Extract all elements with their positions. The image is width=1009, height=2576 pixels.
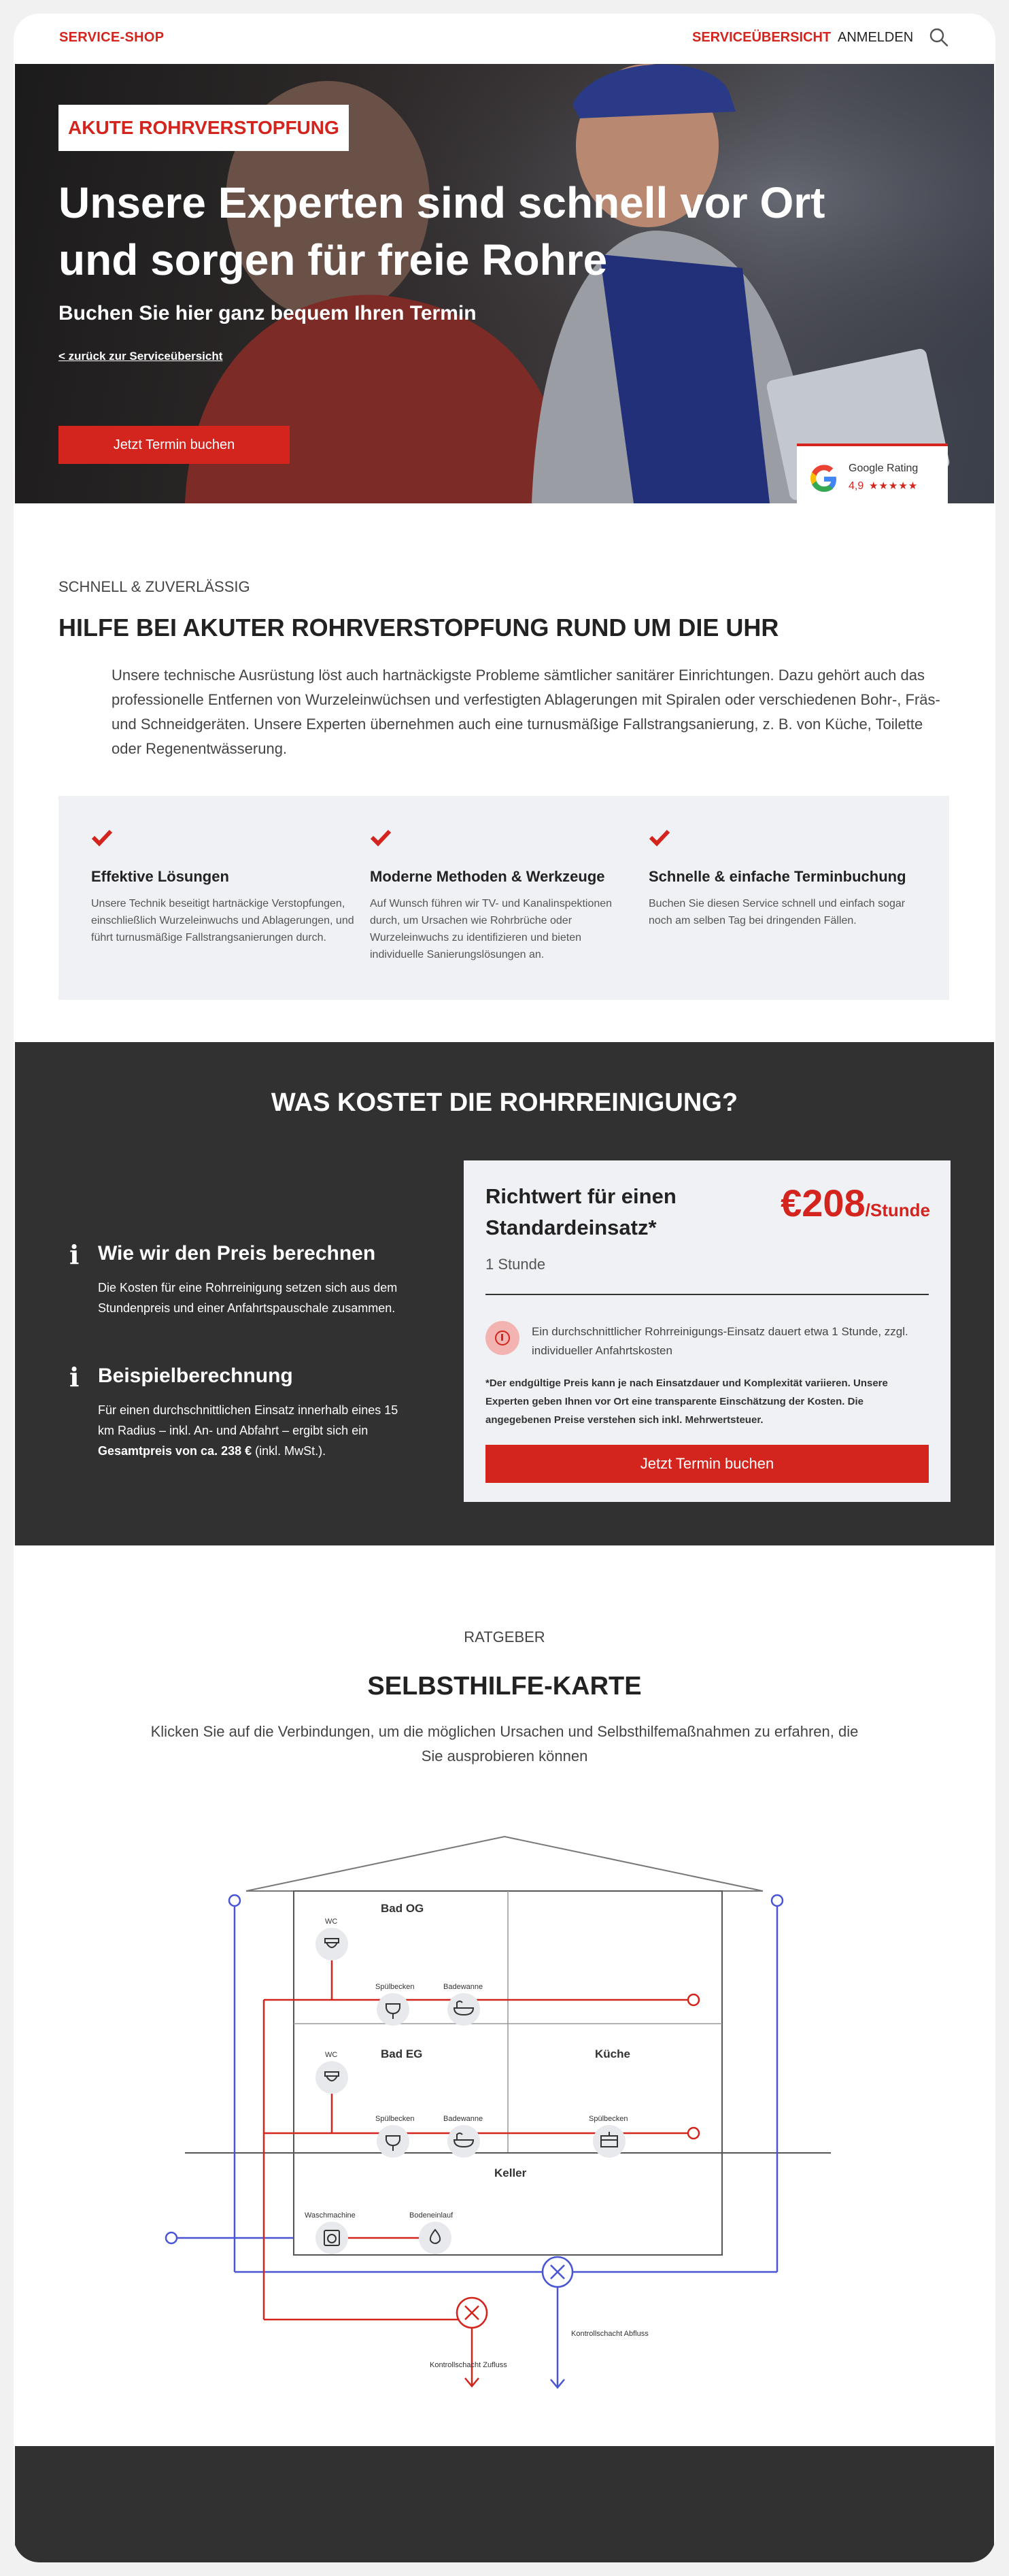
- alert-icon: [485, 1321, 519, 1355]
- logo[interactable]: SERVICE-SHOP: [59, 30, 165, 45]
- svg-text:Spülbecken: Spülbecken: [375, 2115, 415, 2123]
- price-duration: 1 Stunde: [485, 1256, 546, 1273]
- svg-text:Bodeneinlauf: Bodeneinlauf: [409, 2211, 454, 2220]
- feature-text: Auf Wunsch führen wir TV- und Kanalinspektionen durch, um Ursachen wie Rohrbrüche oder Wurzeleinwuchs zu identifizieren und bieten individuelle Sanierungslösungen an.: [370, 898, 613, 960]
- intro-text: Unsere technische Ausrüstung löst auch hartnäckigste Probleme sämtlicher sanitärer Einrichtungen. Dazu gehört auch das professionelle Entfernen von Wurzeleinwüchsen und verfestigten Ablagerungen mit Spiralen oder verschiedenen Bohr-, Fräs- und Schneidgeräten. Unsere Experten übernehmen auch eine turnusmäßige Fallstrangsanierung, z. B. von Küche, Toilette oder Regenentwässerung.: [112, 667, 940, 757]
- price-note: *Der endgültige Preis kann je nach Einsatzdauer und Komplexität variieren. Unsere Experten geben Ihnen vor Ort eine transparente Einschätzung der Kosten. Die angegebenen Preise verstehen sich inkl. Mehrwertsteuer.: [485, 1377, 888, 1426]
- site-header: [15, 14, 994, 64]
- info-text: Die Kosten für eine Rohrreinigung setzen sich aus dem Stundenpreis und einer Anfahrtspauschale zusammen.: [98, 1281, 398, 1315]
- rating-label: Google Rating: [849, 463, 919, 474]
- intro-eyebrow: SCHNELL & ZUVERLÄSSIG: [58, 578, 250, 595]
- pricing-section: [15, 1042, 994, 1545]
- feature-text: Buchen Sie diesen Service schnell und einfach sogar noch am selben Tag bei dringenden Fällen.: [649, 898, 906, 926]
- checkmark-icon: [370, 829, 392, 846]
- intro-title: HILFE BEI AKUTER ROHRVERSTOPFUNG RUND UM DIE UHR: [58, 614, 779, 641]
- svg-text:WC: WC: [325, 2051, 338, 2059]
- price-alert-text: Ein durchschnittlicher Rohrreinigungs-Einsatz dauert etwa 1 Stunde, zzgl. individueller Anfahrtskosten: [532, 1325, 908, 1357]
- divider: [485, 1294, 929, 1295]
- checkmark-icon: [91, 829, 113, 846]
- feature-title: Effektive Lösungen: [91, 868, 229, 885]
- fixture-tub-eg[interactable]: [443, 2115, 483, 2158]
- feature-title: Moderne Methoden & Werkzeuge: [370, 868, 605, 885]
- svg-text:Badewanne: Badewanne: [443, 2115, 483, 2123]
- pipe-end-node[interactable]: [229, 1895, 240, 1906]
- fixture-wc-eg[interactable]: [315, 2051, 348, 2094]
- price-card: [464, 1160, 951, 1502]
- nav-login-link[interactable]: ANMELDEN: [838, 30, 914, 45]
- hero-title: Unsere Experten sind schnell vor Ort und sorgen für freie Rohre: [58, 178, 825, 284]
- google-icon: [809, 464, 839, 494]
- info-icon: i: [69, 1239, 80, 1270]
- fixture-sink-kitchen[interactable]: [589, 2115, 628, 2158]
- guide-title: SELBSTHILFE-KARTE: [367, 1672, 642, 1701]
- price-card-title: Richtwert für einen Standardeinsatz*: [485, 1184, 677, 1239]
- hero-badge: [58, 105, 349, 151]
- house-roof: [246, 1837, 763, 1891]
- svg-text:Badewanne: Badewanne: [443, 1983, 483, 1991]
- pricing-title: WAS KOSTET DIE ROHRREINIGUNG?: [271, 1088, 738, 1117]
- pipe-end-node[interactable]: [166, 2232, 177, 2243]
- fixture-sink-og[interactable]: [375, 1983, 415, 2026]
- footer: [15, 2446, 994, 2562]
- shaft-label: Kontrollschacht Abfluss: [571, 2330, 649, 2338]
- hero-badge-text: AKUTE ROHRVERSTOPFUNG: [68, 117, 339, 138]
- pipe-end-node[interactable]: [688, 1994, 699, 2005]
- svg-text:Spülbecken: Spülbecken: [589, 2115, 628, 2123]
- rating-value: 4,9: [849, 480, 864, 492]
- fixture-sink-eg[interactable]: [375, 2115, 415, 2158]
- self-help-diagram: [15, 1816, 994, 2428]
- svg-text:WC: WC: [325, 1918, 338, 1926]
- checkmark-icon: [649, 829, 670, 846]
- room-label: Küche: [595, 2047, 630, 2060]
- room-label: Bad EG: [381, 2047, 423, 2060]
- pipe-end-node[interactable]: [688, 2128, 699, 2139]
- feature-title: Schnelle & einfache Terminbuchung: [649, 868, 906, 885]
- price-book-button[interactable]: Jetzt Termin buchen: [485, 1445, 929, 1483]
- info-text: Für einen durchschnittlichen Einsatz innerhalb eines 15 km Radius – inkl. An- und Abfahrt – ergibt sich ein Gesamtpreis von ca. 238 € (inkl. MwSt.).: [98, 1403, 398, 1458]
- fixture-tub-og[interactable]: [443, 1983, 483, 2026]
- back-to-overview-link[interactable]: < zurück zur Serviceübersicht: [58, 350, 223, 363]
- fixture-floor-drain[interactable]: [409, 2211, 454, 2254]
- price-amount: €208/Stunde: [781, 1182, 930, 1224]
- search-icon[interactable]: [929, 27, 949, 48]
- hero-banner: [15, 64, 994, 503]
- rating-stars: ★★★★★: [869, 480, 919, 492]
- hero-subtitle: Buchen Sie hier ganz bequem Ihren Termin: [58, 302, 477, 324]
- room-label: Keller: [494, 2167, 527, 2179]
- guide-text: Klicken Sie auf die Verbindungen, um die möglichen Ursachen und Selbsthilfemaßnahmen zu erfahren, die Sie ausprobieren können: [150, 1723, 859, 1764]
- hero-book-button[interactable]: Jetzt Termin buchen: [58, 426, 290, 464]
- svg-text:Waschmachine: Waschmachine: [305, 2211, 356, 2220]
- google-rating-widget[interactable]: [797, 444, 948, 503]
- nav-services-link[interactable]: SERVICEÜBERSICHT: [692, 30, 832, 45]
- pipe-end-node[interactable]: [772, 1895, 783, 1906]
- fixture-washer[interactable]: [305, 2211, 356, 2254]
- feature-text: Unsere Technik beseitigt hartnäckige Verstopfungen, einschließlich Wurzeleinwuchs und Ablagerungen, und führt turnusmäßige Fallstrangsanierungen durch.: [91, 898, 354, 943]
- info-title: Beispielberechnung: [98, 1365, 293, 1387]
- shaft-label: Kontrollschacht Zufluss: [430, 2361, 507, 2369]
- svg-text:Spülbecken: Spülbecken: [375, 1983, 415, 1991]
- room-label: Bad OG: [381, 1902, 424, 1915]
- page-frame: [14, 14, 995, 2562]
- fixture-wc-og[interactable]: [315, 1918, 348, 1960]
- guide-eyebrow: RATGEBER: [464, 1628, 545, 1645]
- info-title: Wie wir den Preis berechnen: [98, 1242, 376, 1265]
- features-box: [58, 796, 949, 1000]
- info-icon: i: [69, 1362, 80, 1392]
